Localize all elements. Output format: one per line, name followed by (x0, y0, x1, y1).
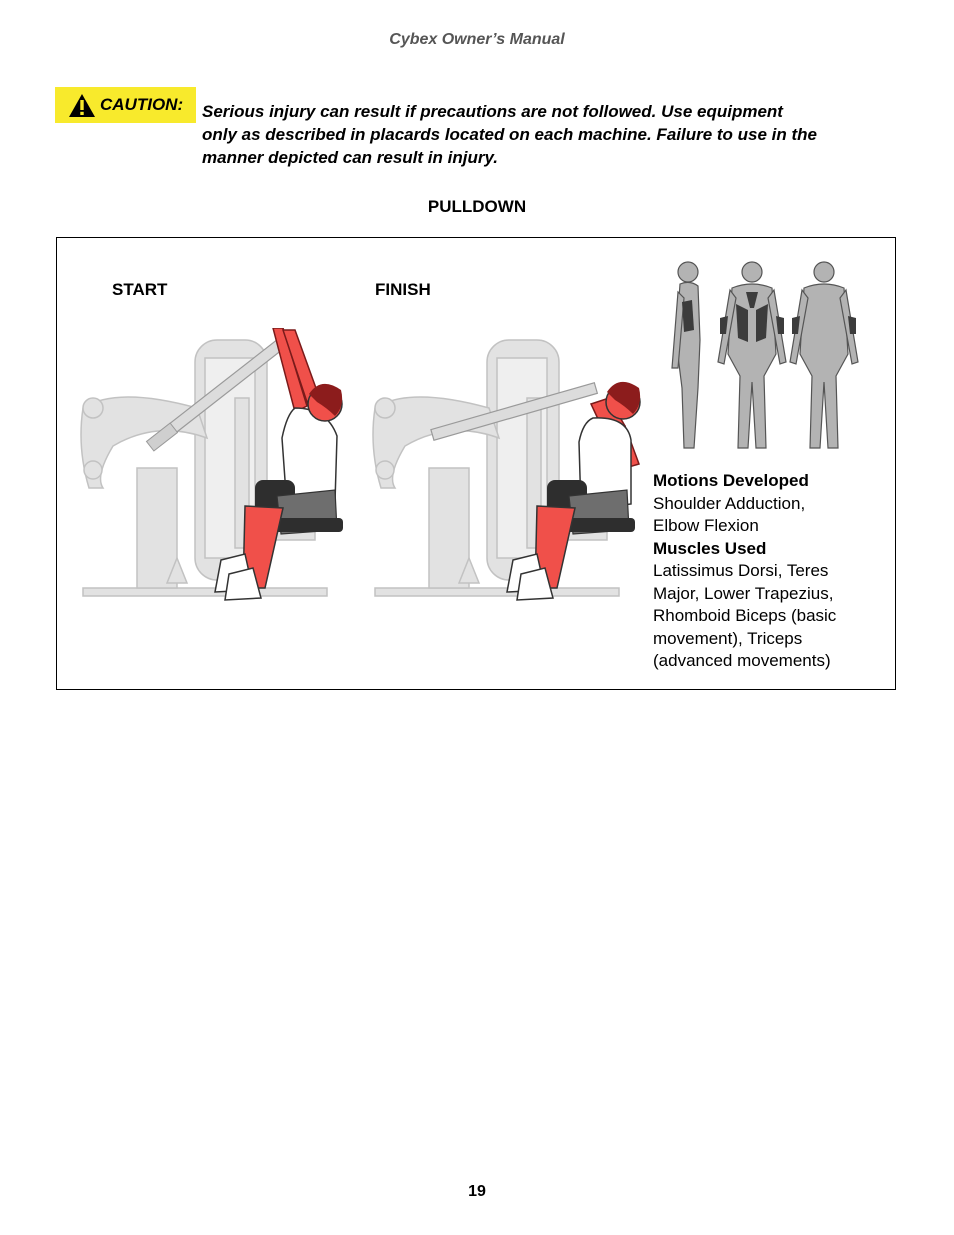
finish-position-illustration (369, 328, 659, 608)
muscle-figures (662, 258, 862, 458)
muscles-heading: Muscles Used (653, 538, 767, 558)
warning-triangle-icon (68, 93, 96, 118)
exercise-title: PULLDOWN (427, 197, 527, 216)
caution-line: Serious injury can result if precautions are not followed. Use equipment (202, 102, 783, 121)
muscles-line: Major, Lower Trapezius, (653, 583, 834, 603)
manual-header: Cybex Owner’s Manual (389, 31, 565, 48)
page-number: 19 (468, 1183, 486, 1200)
caution-badge (55, 87, 196, 123)
muscles-line: Rhomboid Biceps (basic (653, 606, 837, 625)
motions-line: Elbow Flexion (653, 516, 759, 535)
caution-line: manner depicted can result in injury. (202, 148, 498, 167)
muscles-line: Latissimus Dorsi, Teres (653, 561, 829, 580)
exercise-panel (56, 237, 896, 690)
start-label: START (112, 280, 168, 299)
motions-heading: Motions Developed (653, 471, 809, 490)
muscles-line: movement), Triceps (653, 628, 803, 648)
exercise-info (653, 470, 883, 673)
caution-label: CAUTION: (100, 95, 184, 114)
caution-line: only as described in placards located on each machine. Failure to use in the (202, 125, 818, 144)
muscles-line: (advanced movements) (653, 651, 831, 670)
motions-line: Shoulder Adduction, (653, 493, 806, 513)
caution-text (202, 100, 902, 169)
start-position-illustration (77, 328, 367, 608)
finish-label: FINISH (375, 280, 431, 299)
